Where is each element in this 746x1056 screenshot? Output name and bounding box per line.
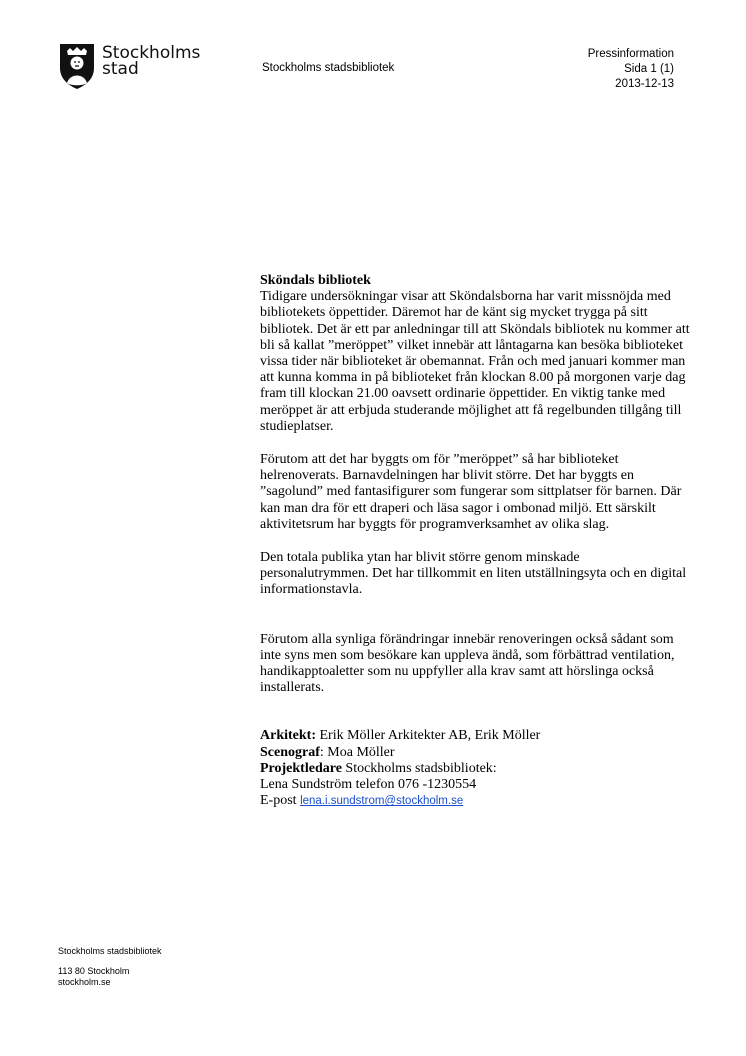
credit-project-lead [260,761,690,777]
page-number: Sida 1 (1) [624,63,674,75]
logo-text-line1: Stockholms [102,43,201,63]
header-department: Stockholms stadsbibliotek [262,62,395,74]
header-meta [588,47,674,92]
press-release-body [260,273,690,809]
email-line [260,793,690,809]
paragraph-4: Förutom alla synliga förändringar innebär renoveringen också sådant som inte syns men som besökare kan uppleva ändå, som förbättrad ventilation, handikapptoaletter som nu uppfyller alla krav samt att hörslinga också installerats. [260,631,675,696]
credit-architect-label: Arkitekt: [260,728,316,744]
paragraph-2: Förutom att det har byggts om för ”meröppet” så har biblioteket helrenoverats. Barnavdelningen har blivit större. Det har byggts en ”sagolund” med fantasifigurer som fungerar som sittplatser för barnen. Där kan man dra för ett draperi och läsa sagor i ombonad miljö. Ett särskilt aktivitetsrum har byggts för programverksamhet av olika slag. [260,452,682,532]
email-link[interactable]: lena.i.sundstrom@stockholm.se [300,795,464,808]
footer-web: stockholm.se [58,977,111,987]
stockholms-stad-logo [58,42,208,90]
credit-architect [260,728,690,744]
credit-scenographer-label: Scenograf [260,744,320,760]
credit-project-lead-value: Stockholms stadsbibliotek: [341,760,497,776]
credit-architect-value: Erik Möller Arkitekter AB, Erik Möller [316,728,541,744]
article-title: Sköndals bibliotek [260,273,371,288]
paragraph-3: Den totala publika ytan har blivit större genom minskade personalutrymmen. Det har tillkommit en liten utställningsyta och en digital informationstavla. [260,550,687,598]
credit-scenographer-value: : Moa Möller [319,744,395,760]
footer-org: Stockholms stadsbibliotek [58,946,162,956]
credit-project-lead-label: Projektledare [260,760,342,776]
footer-address [58,946,162,988]
contact-line: Lena Sundström telefon 076 -1230554 [260,777,477,793]
document-type: Pressinformation [587,48,674,60]
footer-postal: 113 80 Stockholm [58,966,130,976]
document-date: 2013-12-13 [615,78,674,90]
stockholm-crest-icon [58,42,96,90]
email-label: E-post [260,793,301,809]
logo-text-line2: stad [102,59,139,79]
credit-scenographer [260,745,690,761]
paragraph-1: Tidigare undersökningar visar att Sköndalsborna har varit missnöjda med bibliotekets öppettider. Däremot har de känt sig mycket trygga på sitt bibliotek. Det är ett par anledningar till att Sköndals bibliotek nu kommer att bli så kallat ”meröppet” vilket innebär att låntagarna kan besöka biblioteket vissa tider när biblioteket är obemannat. Från och med januari kommer man att kunna komma in på biblioteket från klockan 8.00 på morgonen varje dag fram till klockan 21.00 oavsett ordinarie öppettider. En viktig tanke med meröppet är att erbjuda studerande möjlighet att få regelbunden tillgång till studieplatser. [260,289,690,434]
